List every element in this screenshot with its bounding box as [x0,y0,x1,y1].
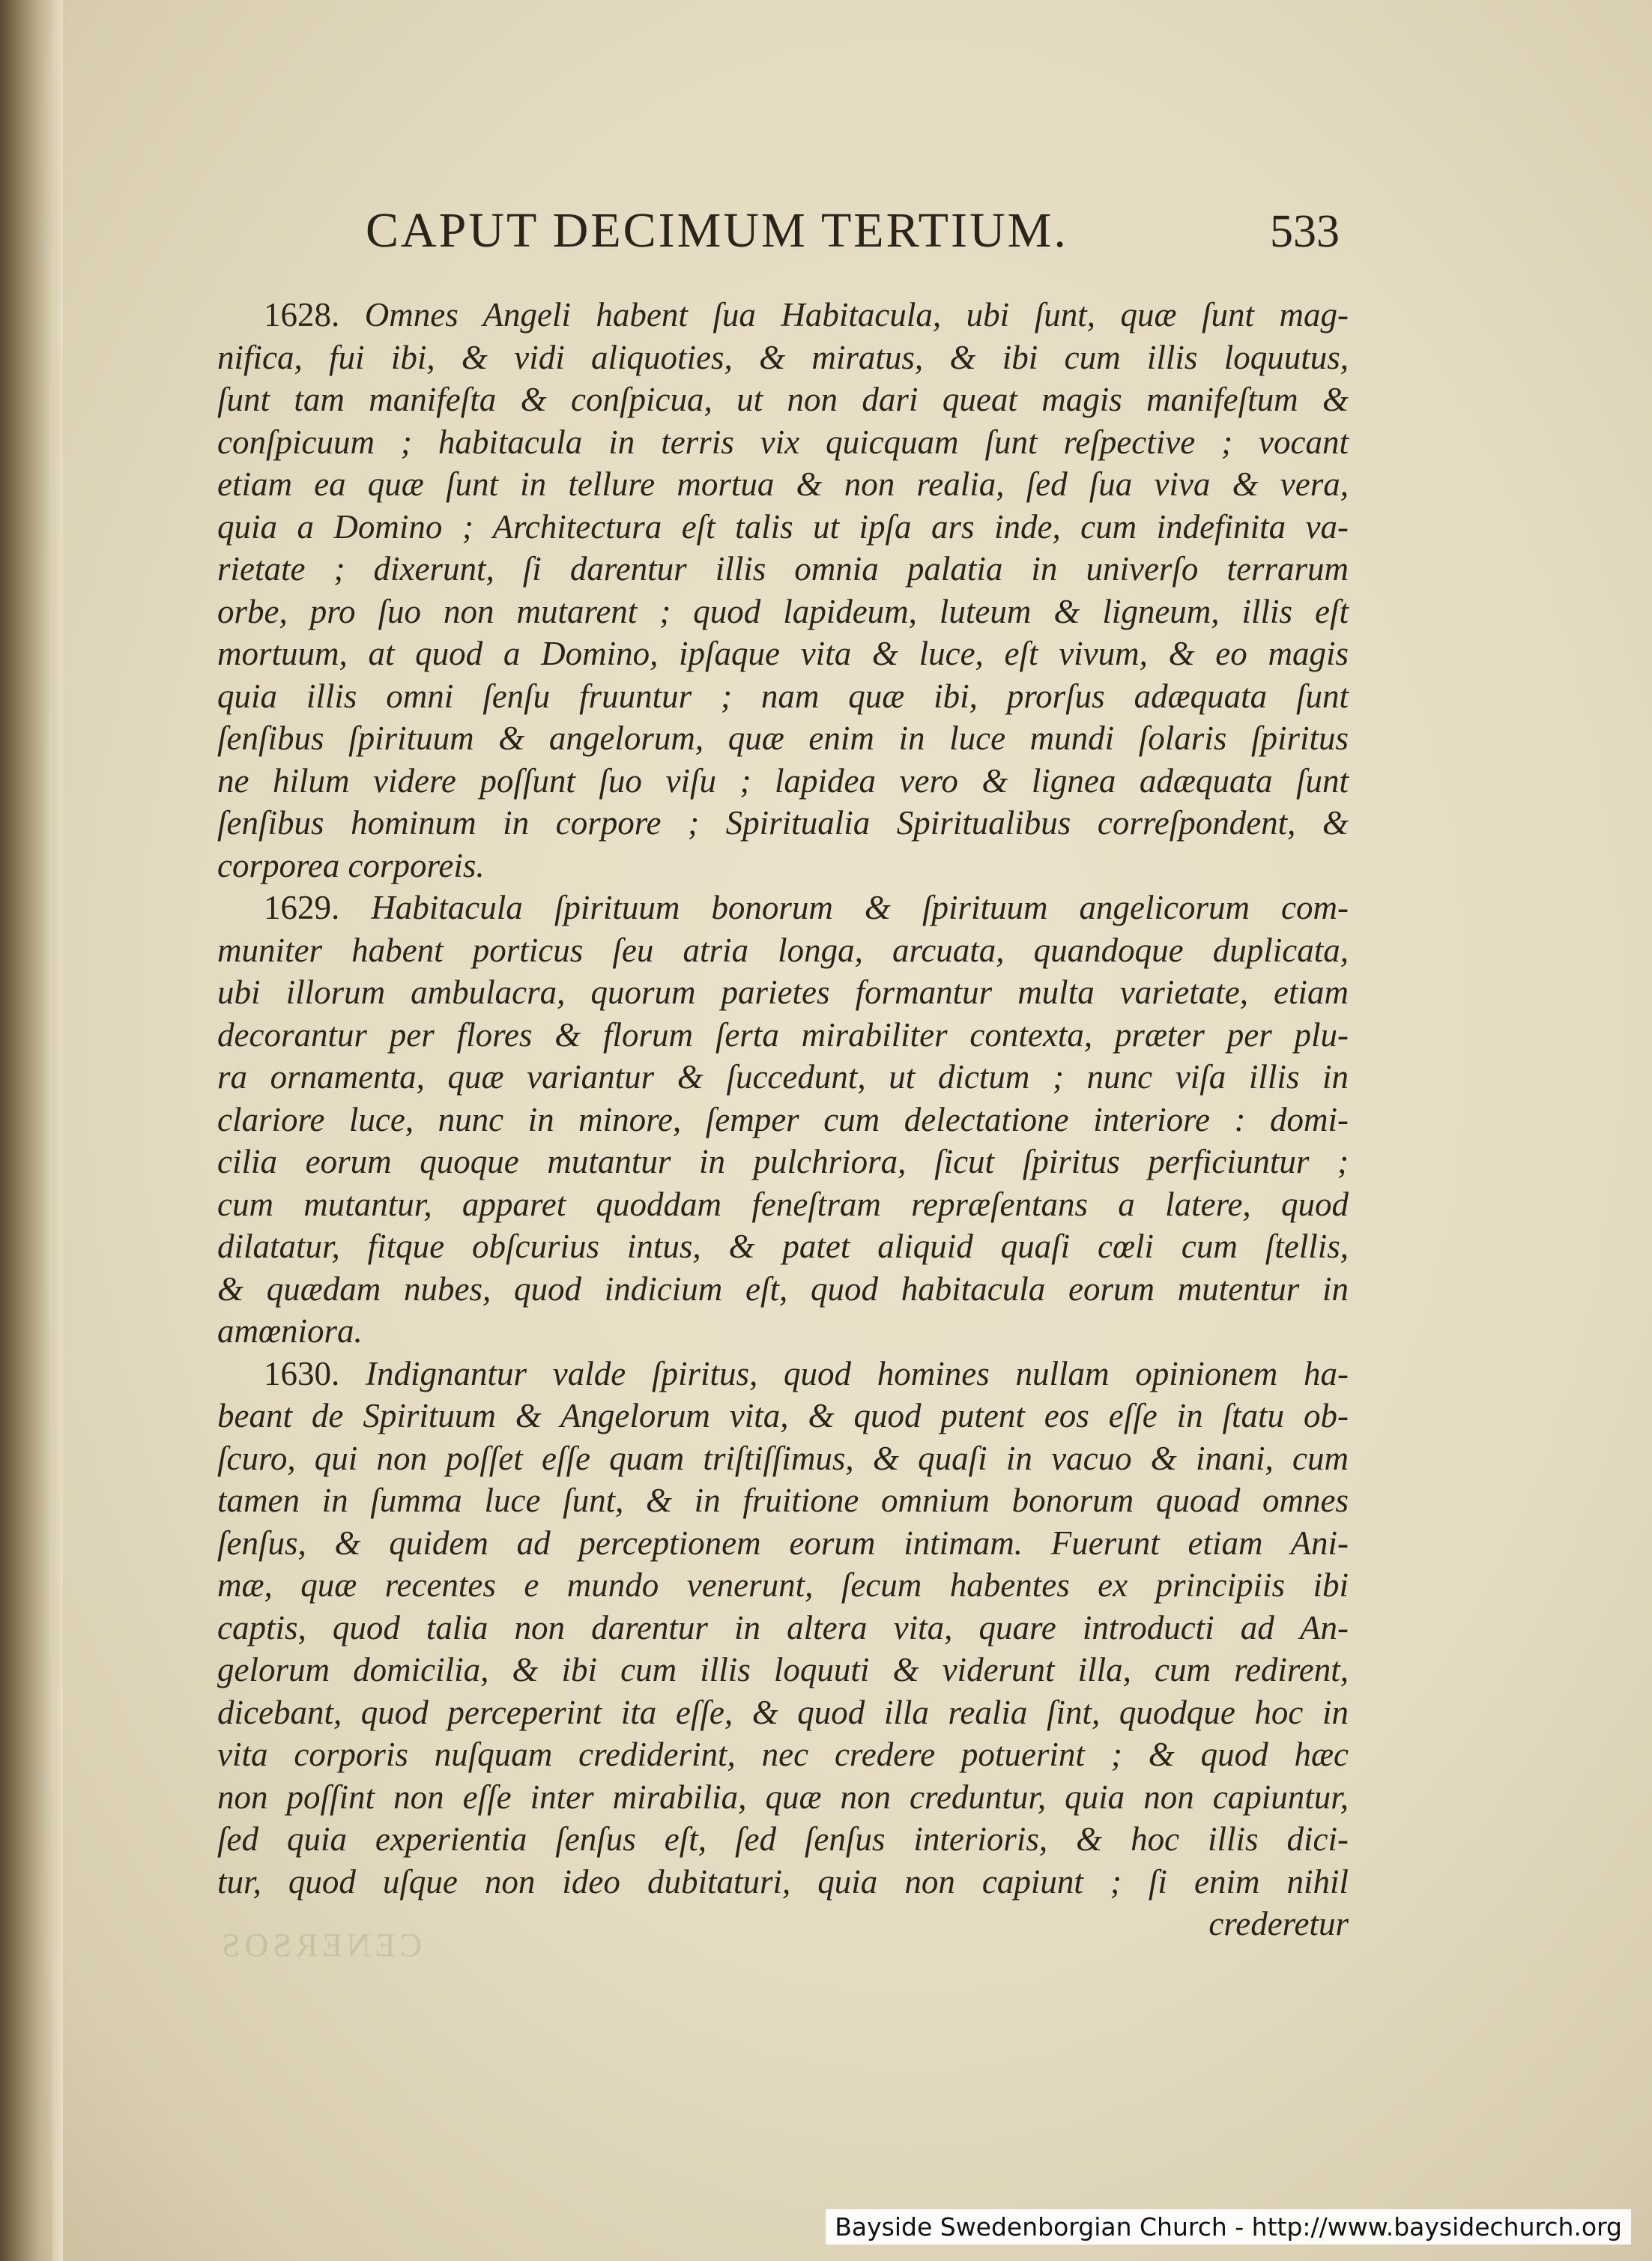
page-edge [52,0,63,2261]
text-line: ſenſibus hominum in corpore ; Spiritualia Spiritualibus correſpondent, & [217,804,1349,842]
text-line: ſenſus, & quidem ad perceptionem eorum intimam. Fuerunt etiam Ani- [217,1524,1349,1562]
text-line: nifica, fui ibi, & vidi aliquoties, & miratus, & ibi cum illis loquutus, [217,338,1349,376]
binding-shadow [0,0,52,2261]
text-line: ſcuro, qui non poſſet eſſe quam triſtiſſimus, & quaſi in vacuo & inani, cum [217,1439,1349,1477]
line-text: Habitacula ſpirituum bonorum & ſpirituum angelicorum com- [371,889,1349,926]
text-line: beant de Spirituum & Angelorum vita, & quod putent eos eſſe in ſtatu ob- [217,1397,1349,1434]
bleed-through-text: CENERSOS [217,1927,422,1963]
text-line: ſenſibus ſpirituum & angelorum, quæ enim in luce mundi ſolaris ſpiritus [217,719,1349,757]
text-line: quia illis omni ſenſu fruuntur ; nam quæ ibi, prorſus adæquata ſunt [217,677,1349,715]
text-line: tamen in ſumma luce ſunt, & in fruitione omnium bonorum quoad omnes [217,1482,1349,1519]
paragraph-1628 [217,294,1349,887]
text-line: corporea corporeis. [217,846,485,884]
text-line: quia a Domino ; Architectura eſt talis ut ipſa ars inde, cum indefinita va- [217,507,1349,546]
paragraph-number: 1629. [264,889,340,926]
text-line: ſed quia experientia ſenſus eſt, ſed ſenſus interioris, & hoc illis dici- [217,1820,1349,1858]
page-header [366,202,1340,277]
text-line: ubi illorum ambulacra, quorum parietes formantur multa varietate, etiam [217,973,1349,1011]
text-line: tur, quod uſque non ideo dubitaturi, quia non capiunt ; ſi enim nihil [217,1862,1349,1901]
text-line: rietate ; dixerunt, ſi darentur illis omnia palatia in univerſo terrarum [217,550,1349,588]
text-line: dilatatur, fitque obſcurius intus, & patet aliquid quaſi cœli cum ſtellis, [217,1228,1349,1265]
text-line: conſpicuum ; habitacula in terris vix quicquam ſunt reſpective ; vocant [217,423,1349,461]
paragraph-1629 [217,887,1349,1353]
paragraph-number: 1628. [264,296,340,333]
text-line: ne hilum videre poſſunt ſuo viſu ; lapidea vero & lignea adæquata ſunt [217,761,1349,800]
line-text: Indignantur valde ſpiritus, quod homines nullam opinionem ha- [366,1354,1349,1392]
watermark-link[interactable]: Bayside Swedenborgian Church - http://www.baysidechurch.org [826,2209,1631,2245]
text-line: muniter habent porticus ſeu atria longa, arcuata, quandoque duplicata, [217,931,1349,969]
text-line: ſunt tam manifeſta & conſpicua, ut non dari queat magis manifeſtum & [217,381,1349,418]
text-line: decorantur per flores & florum ſerta mirabiliter contexta, præter per plu- [217,1015,1349,1054]
running-title: CAPUT DECIMUM TERTIUM. [366,203,1068,258]
text-line [217,887,1349,929]
paragraph-1630 [217,1353,1349,1904]
text-line: dicebant, quod perceperint ita eſſe, & quod illa realia ſint, quodque hoc in [217,1693,1349,1731]
text-block [217,294,1349,1942]
text-line: cilia eorum quoque mutantur in pulchriora, ſicut ſpiritus perficiuntur ; [217,1143,1349,1180]
text-line: orbe, pro ſuo non mutarent ; quod lapideum, luteum & ligneum, illis eſt [217,592,1349,630]
line-text: Omnes Angeli habent ſua Habitacula, ubi ſunt, quæ ſunt mag- [364,296,1349,333]
page-number: 533 [1270,206,1340,257]
text-line: captis, quod talia non darentur in altera vita, quare introducti ad An- [217,1608,1349,1646]
text-line: cum mutantur, apparet quoddam feneſtram repræſentans a latere, quod [217,1185,1349,1223]
text-line: & quædam nubes, quod indicium eſt, quod habitacula eorum mutentur in [217,1270,1349,1308]
text-line: mortuum, at quod a Domino, ipſaque vita & luce, eſt vivum, & eo magis [217,635,1349,672]
text-line: gelorum domicilia, & ibi cum illis loquuti & viderunt illa, cum redirent, [217,1651,1349,1688]
paragraph-number: 1630. [264,1354,340,1392]
text-line: etiam ea quæ ſunt in tellure mortua & non realia, ſed ſua viva & vera, [217,465,1349,503]
text-line: ra ornamenta, quæ variantur & ſuccedunt, ut dictum ; nunc viſa illis in [217,1058,1349,1096]
text-line: mæ, quæ recentes e mundo venerunt, ſecum habentes ex principiis ibi [217,1566,1349,1604]
text-line: amœniora. [217,1312,363,1350]
text-line: vita corporis nuſquam crediderint, nec credere potuerint ; & quod hæc [217,1736,1349,1773]
text-line [217,1353,1349,1395]
text-line [217,294,1349,336]
catchword: crederetur [1208,1905,1349,1942]
text-line: clariore luce, nunc in minore, ſemper cum delectatione interiore : domi- [217,1100,1349,1138]
text-line: non poſſint non eſſe inter mirabilia, quæ non creduntur, quia non capiuntur, [217,1778,1349,1816]
